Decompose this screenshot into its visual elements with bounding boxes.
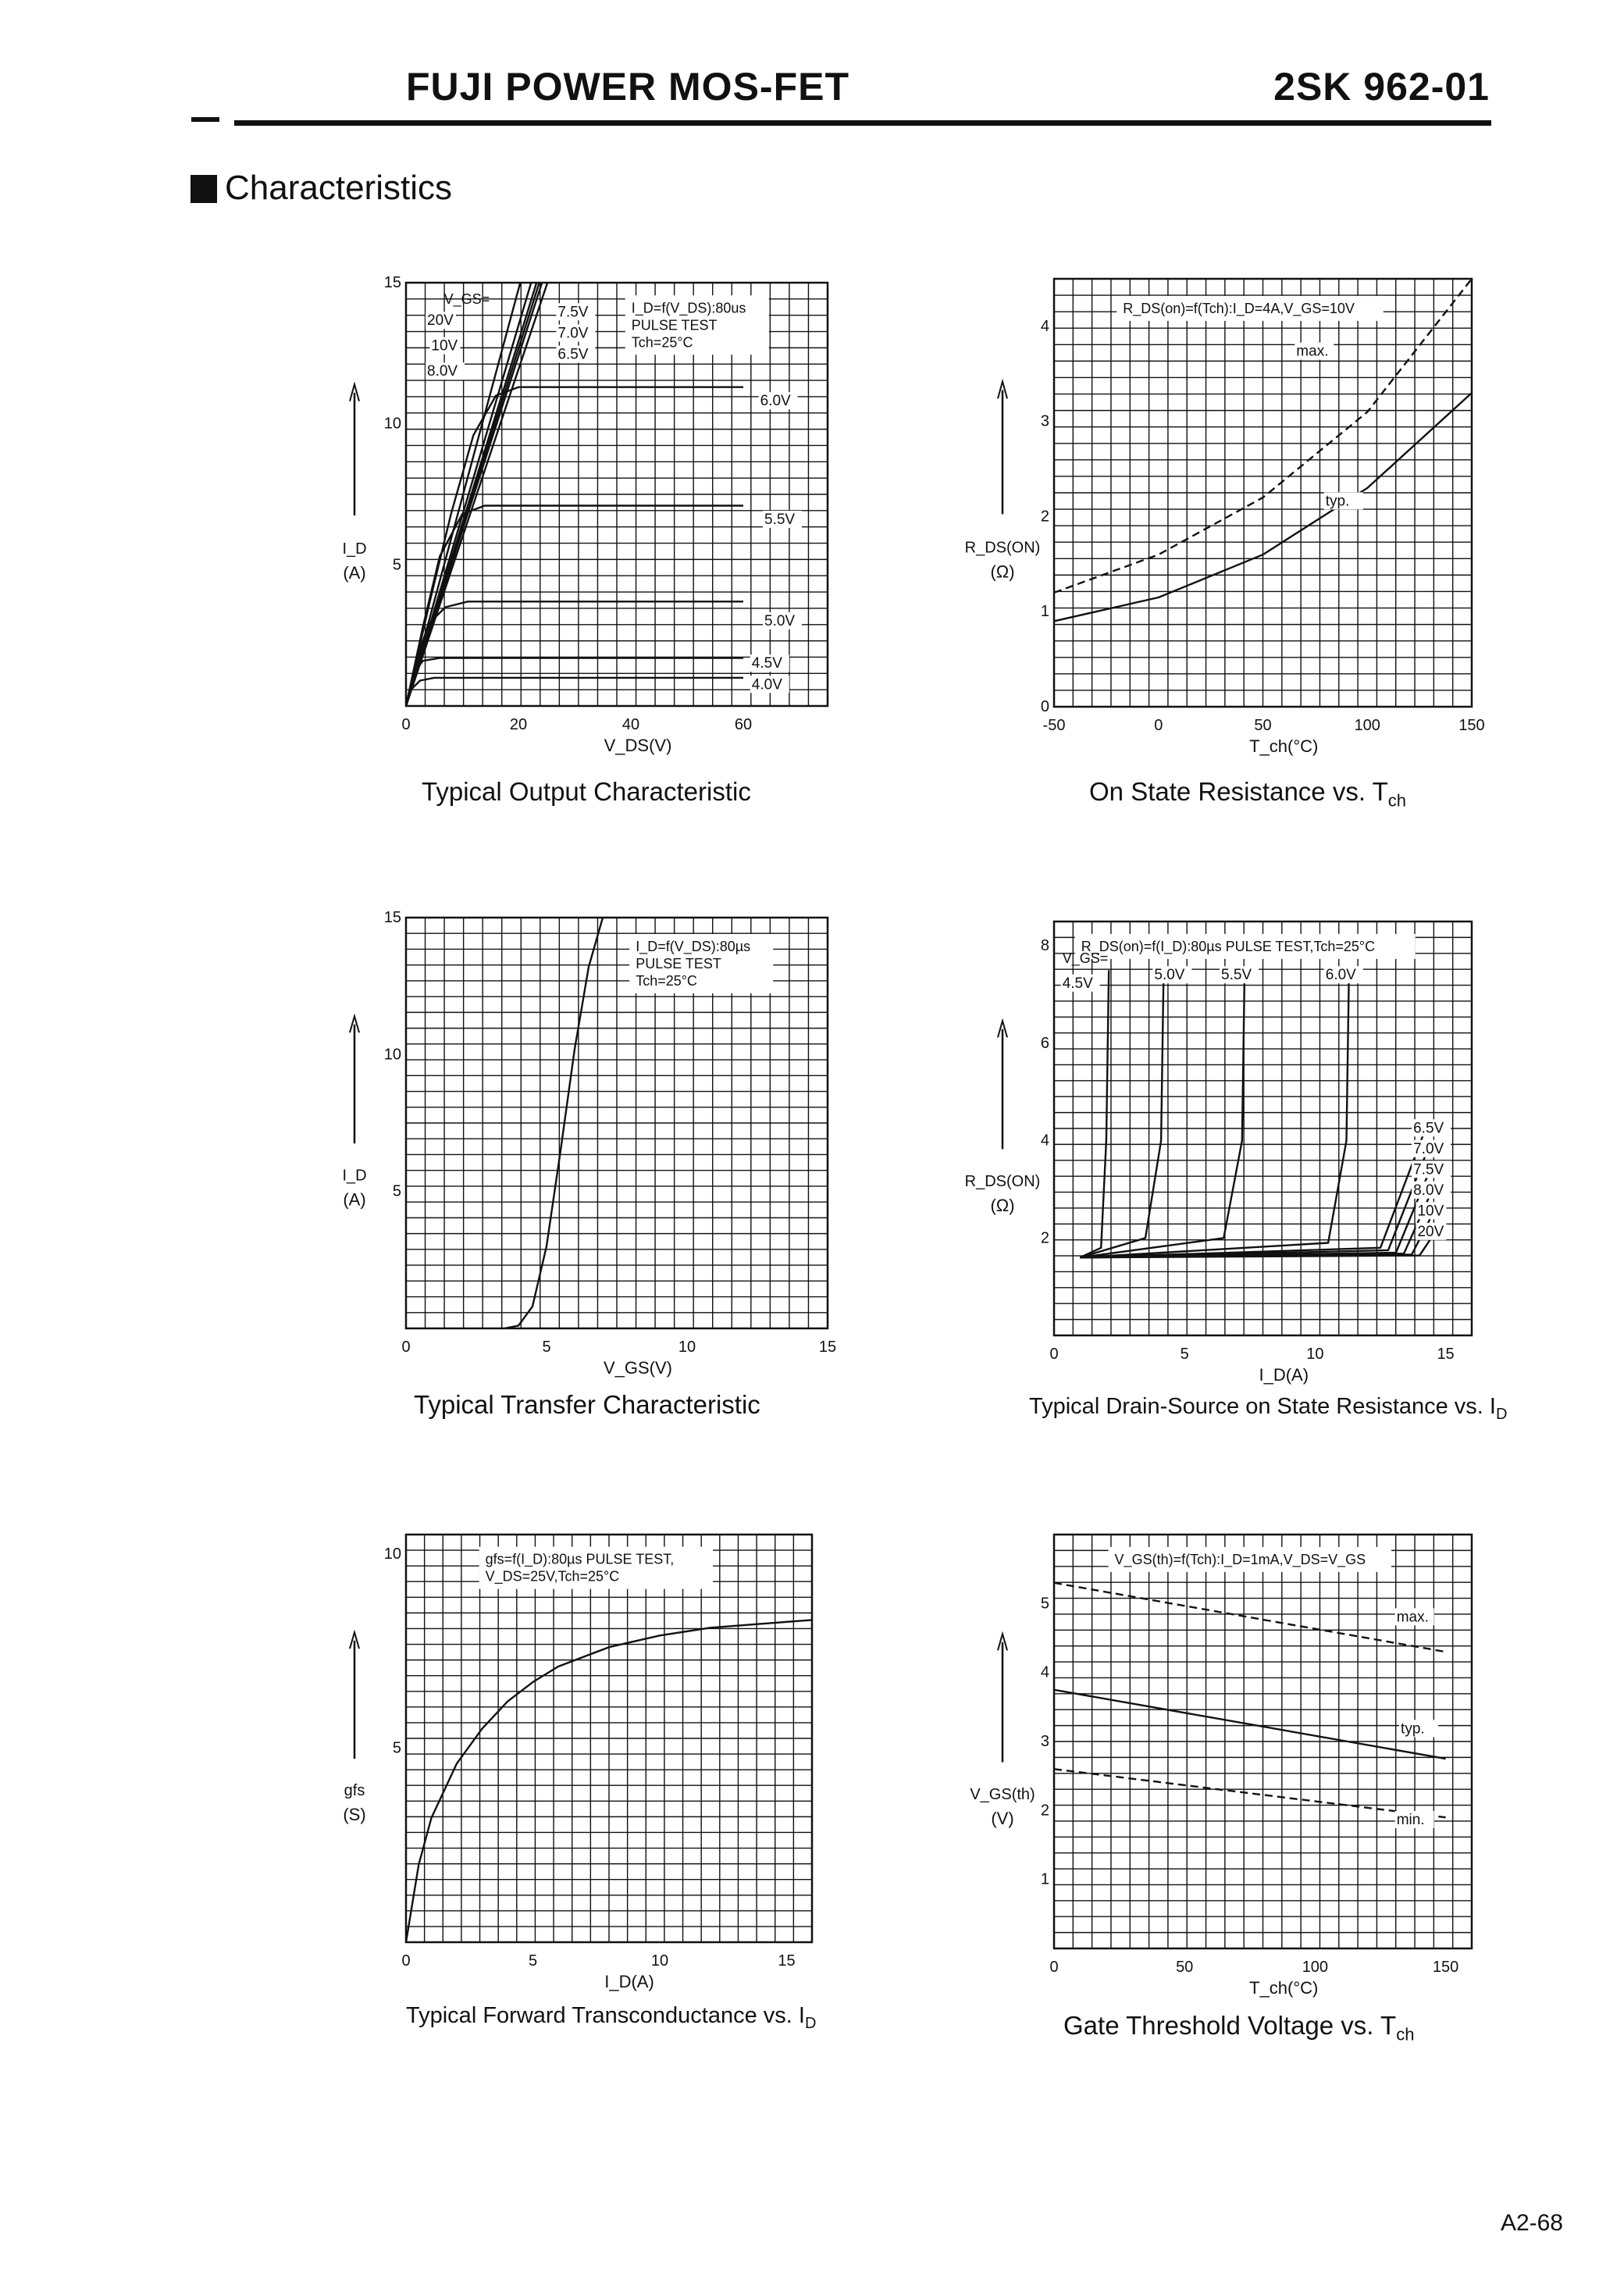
annotation-text: V_DS=25V,Tch=25°C [485, 1568, 620, 1585]
x-tick-label: 0 [401, 1339, 411, 1356]
series-label: 7.0V [557, 325, 589, 342]
series-label: 7.0V [1413, 1140, 1444, 1157]
series-label: 5.0V [764, 613, 796, 630]
y-tick-label: 1 [1040, 1870, 1049, 1888]
y-tick-label: 5 [1040, 1595, 1049, 1613]
series-label: max. [1396, 1609, 1429, 1626]
y-axis-label: R_DS(ON) [964, 1173, 1041, 1191]
y-tick-label: 5 [392, 1182, 401, 1200]
x-axis-label: V_DS(V) [604, 736, 672, 755]
chart-svg-c1 [344, 273, 843, 765]
x-axis-label: T_ch(°C) [1249, 1978, 1319, 1998]
x-tick-label: 0 [401, 1952, 411, 1970]
x-tick-label: 15 [818, 1339, 837, 1356]
series-label: max. [1296, 343, 1329, 360]
annotation-text: Tch=25°C [636, 973, 697, 989]
series-line-typ- [1054, 1690, 1446, 1759]
chart-gate-threshold [970, 1527, 1530, 2015]
y-axis-label: I_D [342, 540, 367, 558]
y-tick-label: 3 [1040, 1733, 1049, 1750]
y-tick-label: 2 [1040, 1229, 1049, 1247]
y-axis-label: V_GS(th) [970, 1786, 1035, 1804]
y-tick-label: 15 [383, 274, 401, 291]
y-tick-label: 15 [383, 909, 401, 926]
x-tick-label: 5 [542, 1339, 551, 1356]
annotation-text: R_DS(on)=f(Tch):I_D=4A,V_GS=10V [1123, 300, 1355, 316]
y-axis-arrow-icon [350, 1016, 359, 1143]
y-axis-arrow-icon [350, 1632, 359, 1759]
legend-title: V_GS= [1062, 950, 1109, 966]
y-tick-label: 1 [1040, 603, 1049, 621]
annotation-text: R_DS(on)=f(I_D):80µs PULSE TEST,Tch=25°C [1081, 938, 1376, 954]
y-axis-arrow-icon [350, 384, 359, 515]
series-label: 8.0V [1413, 1182, 1444, 1199]
grid [1054, 1535, 1472, 1948]
x-axis-label: I_D(A) [1259, 1365, 1309, 1385]
series-label: 6.5V [1413, 1120, 1444, 1137]
grid [1054, 279, 1472, 707]
series-label: 5.0V [1154, 967, 1185, 984]
series-label: typ. [1325, 493, 1350, 510]
y-axis-arrow-icon [998, 1021, 1007, 1149]
series-label: min. [1396, 1812, 1425, 1828]
header-rule-dash [191, 117, 219, 122]
series-label: 20V [427, 312, 454, 330]
y-axis-unit: (A) [343, 562, 366, 583]
series-label: 4.0V [751, 676, 782, 693]
chart-forward-transconductance [344, 1527, 843, 1999]
header-rule [234, 120, 1491, 126]
caption-drain-source-resistance: Typical Drain-Source on State Resistance vs. $I_D$ [1029, 1394, 1508, 1423]
chart-svg-c2 [964, 269, 1522, 769]
series-line-7-5v [1080, 1170, 1430, 1257]
y-tick-label: 10 [383, 1046, 401, 1064]
y-axis-unit: (Ω) [990, 1196, 1015, 1216]
annotation-text: PULSE TEST [631, 317, 718, 333]
y-tick-label: 3 [1040, 412, 1049, 430]
x-tick-label: 20 [509, 716, 528, 733]
series-label: 6.0V [760, 393, 791, 410]
y-axis-arrow-icon [998, 382, 1007, 515]
series-label: 7.5V [557, 304, 589, 321]
series-label: 5.5V [1221, 967, 1252, 984]
legend-title: V_GS= [443, 291, 490, 308]
section-bullet-icon [191, 175, 217, 203]
series-line-5-0v [1080, 970, 1163, 1257]
x-tick-label: 0 [1154, 717, 1163, 734]
caption-transfer-characteristic: Typical Transfer Characteristic [414, 1390, 760, 1419]
x-axis-label: V_GS(V) [603, 1358, 673, 1378]
annotation-text: I_D=f(V_DS):80µs [636, 939, 751, 955]
series-label: 6.5V [557, 346, 589, 363]
x-tick-label: 150 [1432, 1959, 1459, 1976]
x-tick-label: 15 [778, 1952, 796, 1970]
y-tick-label: 10 [383, 1545, 401, 1563]
x-tick-label: 10 [650, 1952, 669, 1970]
chart-drain-source-resistance [964, 910, 1530, 1398]
y-axis-label: I_D [342, 1167, 367, 1185]
x-tick-label: 50 [1176, 1959, 1194, 1976]
y-tick-label: 6 [1040, 1034, 1049, 1052]
x-tick-label: 0 [1049, 1959, 1059, 1976]
x-tick-label: 0 [401, 716, 411, 733]
y-tick-label: 4 [1040, 1663, 1049, 1681]
series-label: 8.0V [427, 363, 458, 380]
y-axis-unit: (S) [343, 1805, 366, 1825]
series-line-max- [1054, 1583, 1446, 1652]
annotation-text: I_D=f(V_DS):80us [631, 300, 746, 316]
x-tick-label: 100 [1302, 1959, 1329, 1976]
y-tick-label: 0 [1040, 698, 1049, 715]
y-axis-unit: (Ω) [990, 561, 1015, 582]
y-axis-unit: (V) [991, 1809, 1014, 1829]
annotation-text: gfs=f(I_D):80µs PULSE TEST, [485, 1551, 675, 1567]
y-tick-label: 4 [1040, 1132, 1049, 1150]
y-tick-label: 2 [1040, 508, 1049, 526]
series-line-5-0v [406, 601, 743, 706]
series-line-min- [1054, 1769, 1446, 1817]
series-line-4-5v [406, 658, 743, 706]
chart-svg-c6 [970, 1527, 1530, 2011]
annotation-text: Tch=25°C [631, 334, 693, 351]
y-axis-label: gfs [344, 1782, 365, 1800]
x-axis-label: I_D(A) [604, 1972, 654, 1991]
series-line-4-5v [1080, 970, 1109, 1257]
x-tick-label: 15 [1437, 1346, 1455, 1363]
chart-svg-c3 [344, 910, 843, 1382]
page-number: A2-68 [1500, 2210, 1563, 2236]
caption-output-characteristic: Typical Output Characteristic [422, 777, 751, 806]
annotation-text: PULSE TEST [636, 956, 721, 972]
x-tick-label: 40 [621, 716, 640, 733]
series-label: 5.5V [764, 511, 796, 528]
y-tick-label: 5 [392, 556, 401, 574]
caption-gate-threshold: Gate Threshold Voltage vs. $T_{ch}$ [1063, 2011, 1415, 2044]
series-line-6-5v [1080, 1131, 1424, 1257]
y-tick-label: 4 [1040, 317, 1049, 335]
series-label: 10V [431, 337, 458, 355]
caption-on-state-resistance: On State Resistance vs. $T_{ch}$ [1089, 777, 1406, 811]
y-tick-label: 2 [1040, 1802, 1049, 1820]
series-label: typ. [1401, 1720, 1425, 1738]
x-tick-label: 0 [1049, 1346, 1059, 1363]
grid [1054, 922, 1472, 1335]
x-tick-label: 150 [1458, 717, 1485, 734]
chart-on-state-resistance [964, 269, 1522, 773]
series-label: 4.5V [751, 655, 782, 672]
y-tick-label: 10 [383, 415, 401, 433]
x-tick-label: 50 [1254, 717, 1272, 734]
x-axis-label: T_ch(°C) [1249, 736, 1319, 756]
series-line-4-0v [406, 678, 743, 706]
chart-output-characteristic [344, 273, 843, 769]
y-axis-arrow-icon [998, 1634, 1007, 1762]
annotation-text: V_GS(th)=f(Tch):I_D=1mA,V_DS=V_GS [1114, 1551, 1366, 1567]
x-tick-label: 5 [1180, 1346, 1189, 1363]
series-label: 20V [1417, 1223, 1444, 1240]
y-axis-unit: (A) [343, 1189, 366, 1210]
series-label: 4.5V [1062, 975, 1093, 992]
x-tick-label: 100 [1354, 717, 1380, 734]
y-axis-label: R_DS(ON) [964, 539, 1041, 557]
series-label: 6.0V [1325, 967, 1356, 984]
caption-forward-transconductance: Typical Forward Transconductance vs. $I_D$ [406, 2003, 817, 2032]
y-tick-label: 8 [1040, 937, 1049, 955]
header-title: FUJI POWER MOS-FET [406, 65, 849, 109]
series-line-6-0v [1080, 970, 1348, 1257]
x-tick-label: 5 [528, 1952, 538, 1970]
chart-svg-c5 [344, 1527, 843, 1995]
chart-transfer-characteristic [344, 910, 843, 1386]
series-label: 7.5V [1413, 1161, 1444, 1178]
header-part-number: 2SK 962-01 [1273, 65, 1490, 109]
series-label: 10V [1417, 1203, 1444, 1220]
grid [406, 1535, 812, 1942]
x-tick-label: 10 [1306, 1346, 1324, 1363]
x-tick-label: -50 [1042, 717, 1066, 734]
x-tick-label: 10 [678, 1339, 696, 1356]
section-title: Characteristics [225, 169, 452, 207]
x-tick-label: 60 [734, 716, 753, 733]
y-tick-label: 5 [392, 1739, 401, 1757]
chart-svg-c4 [964, 910, 1530, 1394]
